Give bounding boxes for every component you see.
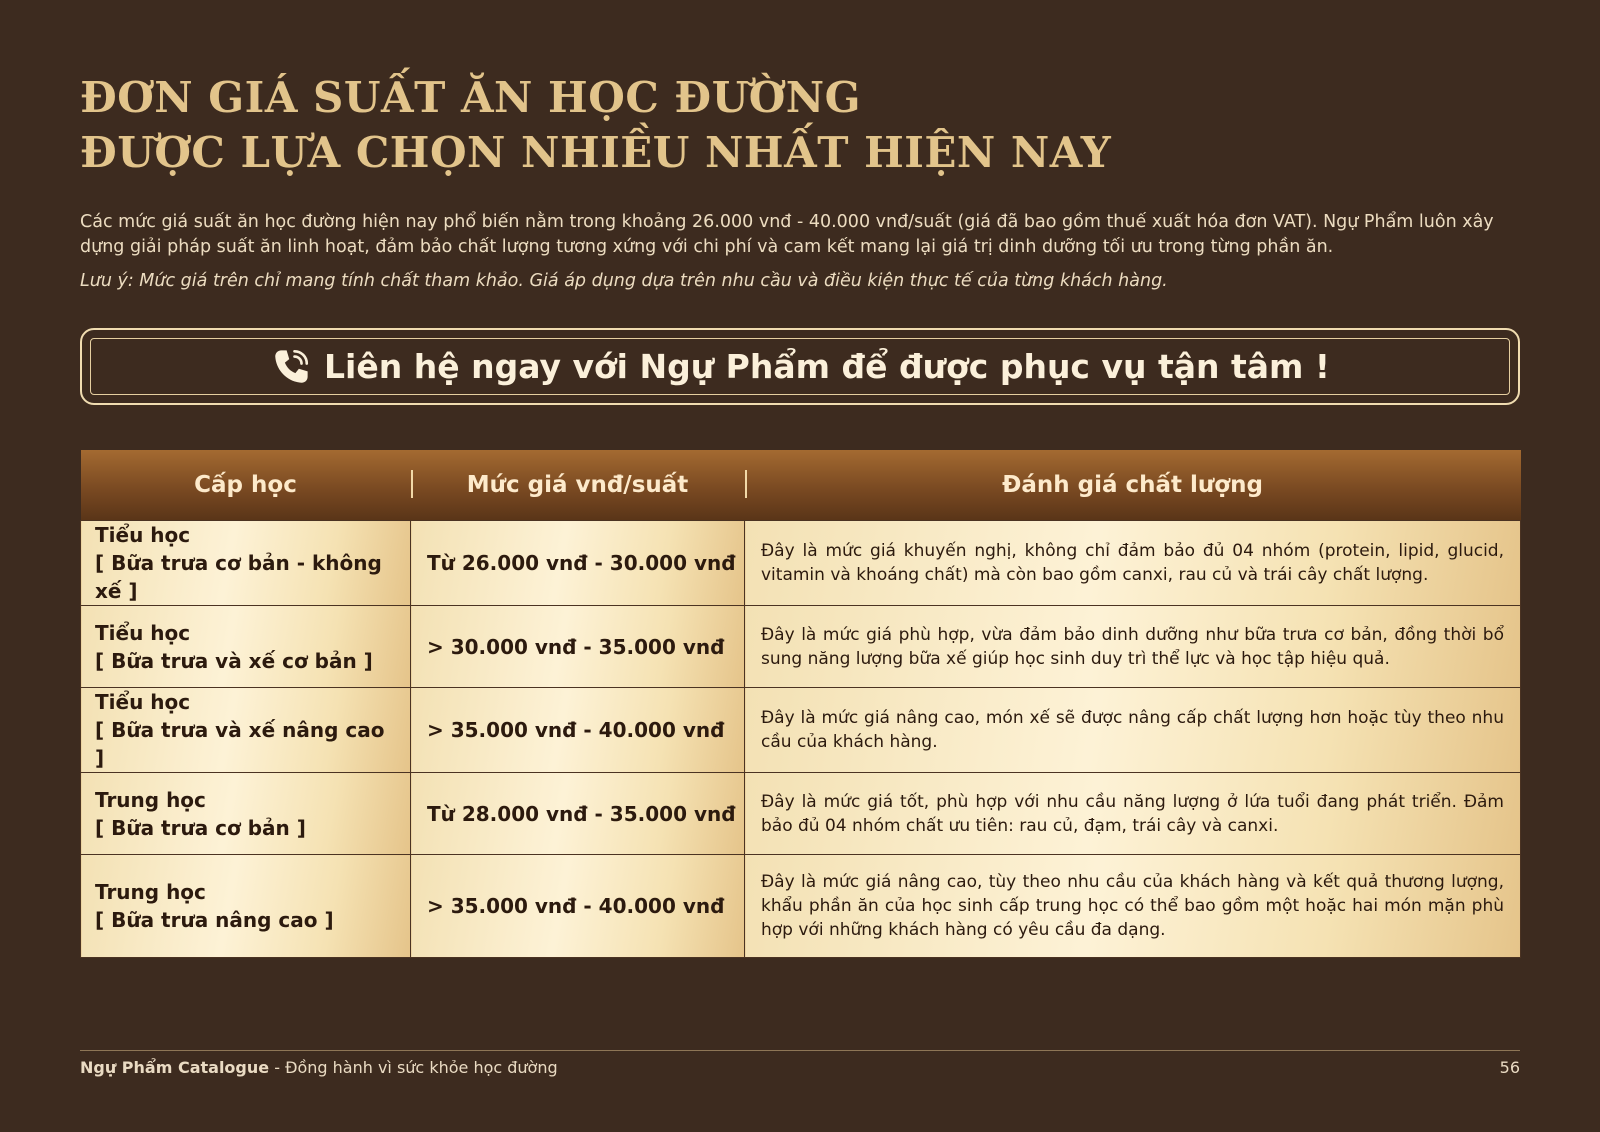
meal-type: [ Bữa trưa và xế cơ bản ] [95,648,373,673]
cell-description: Đây là mức giá khuyến nghị, không chỉ đảm bảo đủ 04 nhóm (protein, lipid, glucid, vitamin và khoáng chất) mà còn bao gồm canxi, rau củ và trái cây chất lượng. [745,521,1521,606]
cell-level [81,688,411,773]
cell-level [81,855,411,958]
table-row [81,521,1521,606]
cell-level [81,521,411,606]
price-table [80,450,1521,958]
table-row [81,688,1521,773]
page-title [80,70,1111,180]
cell-price: > 30.000 vnđ - 35.000 vnđ [411,606,745,688]
title-line-2: ĐƯỢC LỰA CHỌN NHIỀU NHẤT HIỆN NAY [80,128,1112,177]
cell-price: Từ 28.000 vnđ - 35.000 vnđ [411,773,745,855]
level-name: Tiểu học [95,620,191,645]
cell-level [81,606,411,688]
header-price: Mức giá vnđ/suất [411,450,745,521]
cell-price: > 35.000 vnđ - 40.000 vnđ [411,688,745,773]
level-name: Trung học [95,880,206,904]
level-name: Tiểu học [95,523,191,547]
contact-banner-text: Liên hệ ngay với Ngự Phẩm để được phục vụ tận tâm ! [324,347,1330,386]
page-number: 56 [1499,1058,1520,1077]
meal-type: [ Bữa trưa nâng cao ] [95,908,334,932]
contact-banner-inner [90,338,1510,395]
level-name: Tiểu học [95,690,191,714]
footer-brand: Ngự Phẩm Catalogue [80,1058,270,1077]
phone-icon [270,346,312,388]
table-row [81,606,1521,688]
cell-price: Từ 26.000 vnđ - 30.000 vnđ [411,521,745,606]
cell-description: Đây là mức giá tốt, phù hợp với nhu cầu năng lượng ở lứa tuổi đang phát triển. Đảm bảo đủ 04 nhóm chất ưu tiên: rau củ, đạm, trái cây và canxi. [745,773,1521,855]
header-level: Cấp học [81,450,411,521]
meal-type: [ Bữa trưa và xế nâng cao ] [95,718,385,770]
cell-description: Đây là mức giá nâng cao, món xế sẽ được nâng cấp chất lượng hơn hoặc tùy theo nhu cầu của khách hàng. [745,688,1521,773]
title-line-1: ĐƠN GIÁ SUẤT ĂN HỌC ĐƯỜNG [80,73,862,122]
cell-level [81,773,411,855]
footer-tagline: - Đồng hành vì sức khỏe học đường [269,1058,558,1077]
header-quality: Đánh giá chất lượng [745,450,1521,521]
table-row [81,855,1521,958]
contact-banner[interactable] [80,328,1520,405]
table-header-row [81,450,1521,521]
intro-paragraph: Các mức giá suất ăn học đường hiện nay phổ biến nằm trong khoảng 26.000 vnđ - 40.000 vnđ/suất (giá đã bao gồm thuế xuất hóa đơn VAT). Ngự Phẩm luôn xây dựng giải pháp suất ăn linh hoạt, đảm bảo chất lượng tương xứng với chi phí và cam kết mang lại giá trị dinh dưỡng tối ưu trong từng phần ăn. [80,212,1494,257]
cell-price: > 35.000 vnđ - 40.000 vnđ [411,855,745,958]
footer-left [80,1058,558,1077]
meal-type: [ Bữa trưa cơ bản ] [95,815,306,840]
footer-divider [80,1050,1520,1051]
disclaimer-note: Lưu ý: Mức giá trên chỉ mang tính chất tham khảo. Giá áp dụng dựa trên nhu cầu và điều kiện thực tế của từng khách hàng. [80,271,1168,291]
page-footer [80,1058,1520,1077]
table-row [81,773,1521,855]
meal-type: [ Bữa trưa cơ bản - không xế ] [95,551,382,603]
cell-description: Đây là mức giá nâng cao, tùy theo nhu cầu của khách hàng và kết quả thương lượng, khẩu phần ăn của học sinh cấp trung học có thể bao gồm một hoặc hai món mặn phù hợp với những khách hàng có yêu cầu đa dạng. [745,855,1521,958]
cell-description: Đây là mức giá phù hợp, vừa đảm bảo dinh dưỡng như bữa trưa cơ bản, đồng thời bổ sung năng lượng bữa xế giúp học sinh duy trì thể lực và học tập hiệu quả. [745,606,1521,688]
level-name: Trung học [95,787,206,812]
